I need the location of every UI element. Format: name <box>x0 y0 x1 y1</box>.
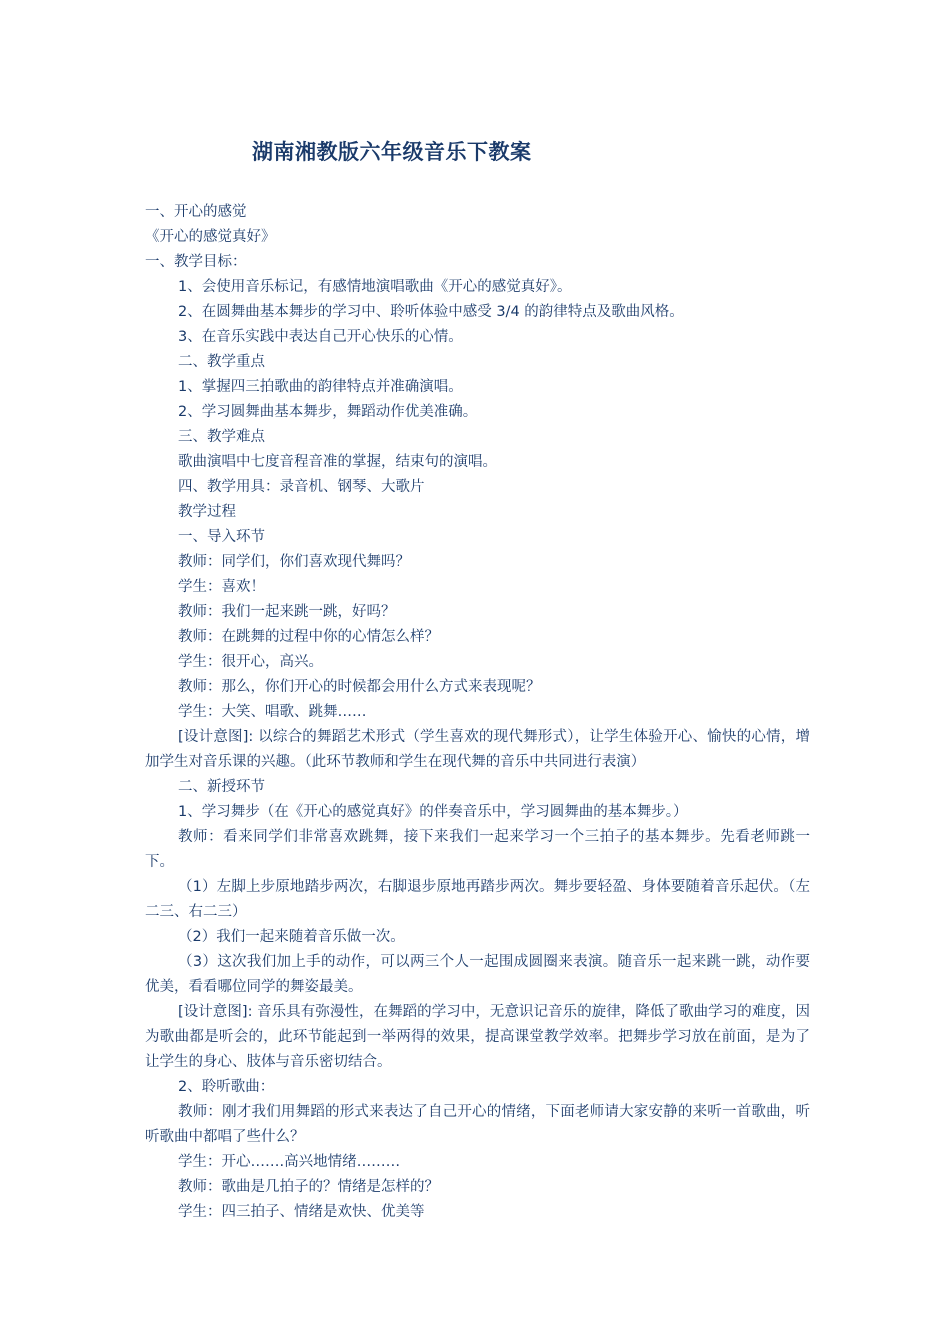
dialogue-line: 教师：那么，你们开心的时候都会用什么方式来表现呢？ <box>178 679 541 695</box>
step-paragraph: （1）左脚上步原地踏步两次，右脚退步原地再踏步两次。舞步要轻盈、身体要随着音乐起伏。（左二三、右二三） <box>145 879 810 920</box>
design-intent-paragraph: [设计意图]: 音乐具有弥漫性，在舞蹈的学习中，无意识记音乐的旋律，降低了歌曲学习的难度，因为歌曲都是听会的，此环节能起到一举两得的效果，提高课堂教学效率。把舞步学习放在前面，是为了让学生的身心、肢体与音乐密切结合。 <box>145 1004 810 1070</box>
paragraph: 1、学习舞步（在《开心的感觉真好》的伴奏音乐中，学习圆舞曲的基本舞步。） <box>178 804 688 820</box>
dialogue-line: 教师：我们一起来跳一跳，好吗？ <box>178 604 396 620</box>
dialogue-line: 教师：同学们，你们喜欢现代舞吗？ <box>178 554 410 570</box>
section-heading: 二、教学重点 <box>178 354 265 370</box>
section-heading: 二、新授环节 <box>178 779 265 795</box>
section-heading: 一、开心的感觉 <box>145 204 247 220</box>
section-heading: 2、聆听歌曲： <box>178 1079 275 1095</box>
dialogue-line: 教师：看来同学们非常喜欢跳舞，接下来我们一起来学习一个三拍子的基本舞步。先看老师跳一下。 <box>145 829 810 870</box>
dialogue-line: 学生：很开心，高兴。 <box>178 654 323 670</box>
step-paragraph: （3）这次我们加上手的动作，可以两三个人一起围成圆圈来表演。随音乐一起来跳一跳，动作要优美，看看哪位同学的舞姿最美。 <box>145 954 810 995</box>
dialogue-line: 学生：大笑、唱歌、跳舞…… <box>178 704 367 720</box>
song-title: 《开心的感觉真好》 <box>145 229 276 245</box>
dialogue-line: 教师：刚才我们用舞蹈的形式来表达了自己开心的情绪，下面老师请大家安静的来听一首歌曲，听听歌曲中都唱了些什么？ <box>145 1104 810 1145</box>
paragraph: 3、在音乐实践中表达自己开心快乐的心情。 <box>178 329 463 345</box>
document-body <box>145 200 810 1225</box>
section-heading: 一、导入环节 <box>178 529 265 545</box>
document-title: 湖南湘教版六年级音乐下教案 <box>252 140 532 164</box>
design-intent-paragraph: [设计意图]: 以综合的舞蹈艺术形式（学生喜欢的现代舞形式），让学生体验开心、愉快的心情，增加学生对音乐课的兴趣。（此环节教师和学生在现代舞的音乐中共同进行表演） <box>145 729 810 770</box>
paragraph: 1、掌握四三拍歌曲的韵律特点并准确演唱。 <box>178 379 463 395</box>
section-heading: 教学过程 <box>178 504 236 520</box>
section-heading: 三、教学难点 <box>178 429 265 445</box>
paragraph: 四、教学用具：录音机、钢琴、大歌片 <box>178 479 425 495</box>
dialogue-line: 学生：喜欢！ <box>178 579 265 595</box>
paragraph: 2、在圆舞曲基本舞步的学习中、聆听体验中感受 3/4 的韵律特点及歌曲风格。 <box>178 304 684 320</box>
dialogue-line: 教师：在跳舞的过程中你的心情怎么样？ <box>178 629 439 645</box>
paragraph: 1、会使用音乐标记，有感情地演唱歌曲《开心的感觉真好》。 <box>178 279 572 295</box>
dialogue-line: 学生：四三拍子、情绪是欢快、优美等 <box>178 1204 425 1220</box>
section-heading: 一、教学目标： <box>145 254 247 270</box>
paragraph: 歌曲演唱中七度音程音准的掌握，结束句的演唱。 <box>178 454 497 470</box>
dialogue-line: 学生：开心…….高兴地情绪……… <box>178 1154 401 1170</box>
step-paragraph: （2）我们一起来随着音乐做一次。 <box>178 929 405 945</box>
dialogue-line: 教师：歌曲是几拍子的？情绪是怎样的？ <box>178 1179 439 1195</box>
paragraph: 2、学习圆舞曲基本舞步，舞蹈动作优美准确。 <box>178 404 478 420</box>
